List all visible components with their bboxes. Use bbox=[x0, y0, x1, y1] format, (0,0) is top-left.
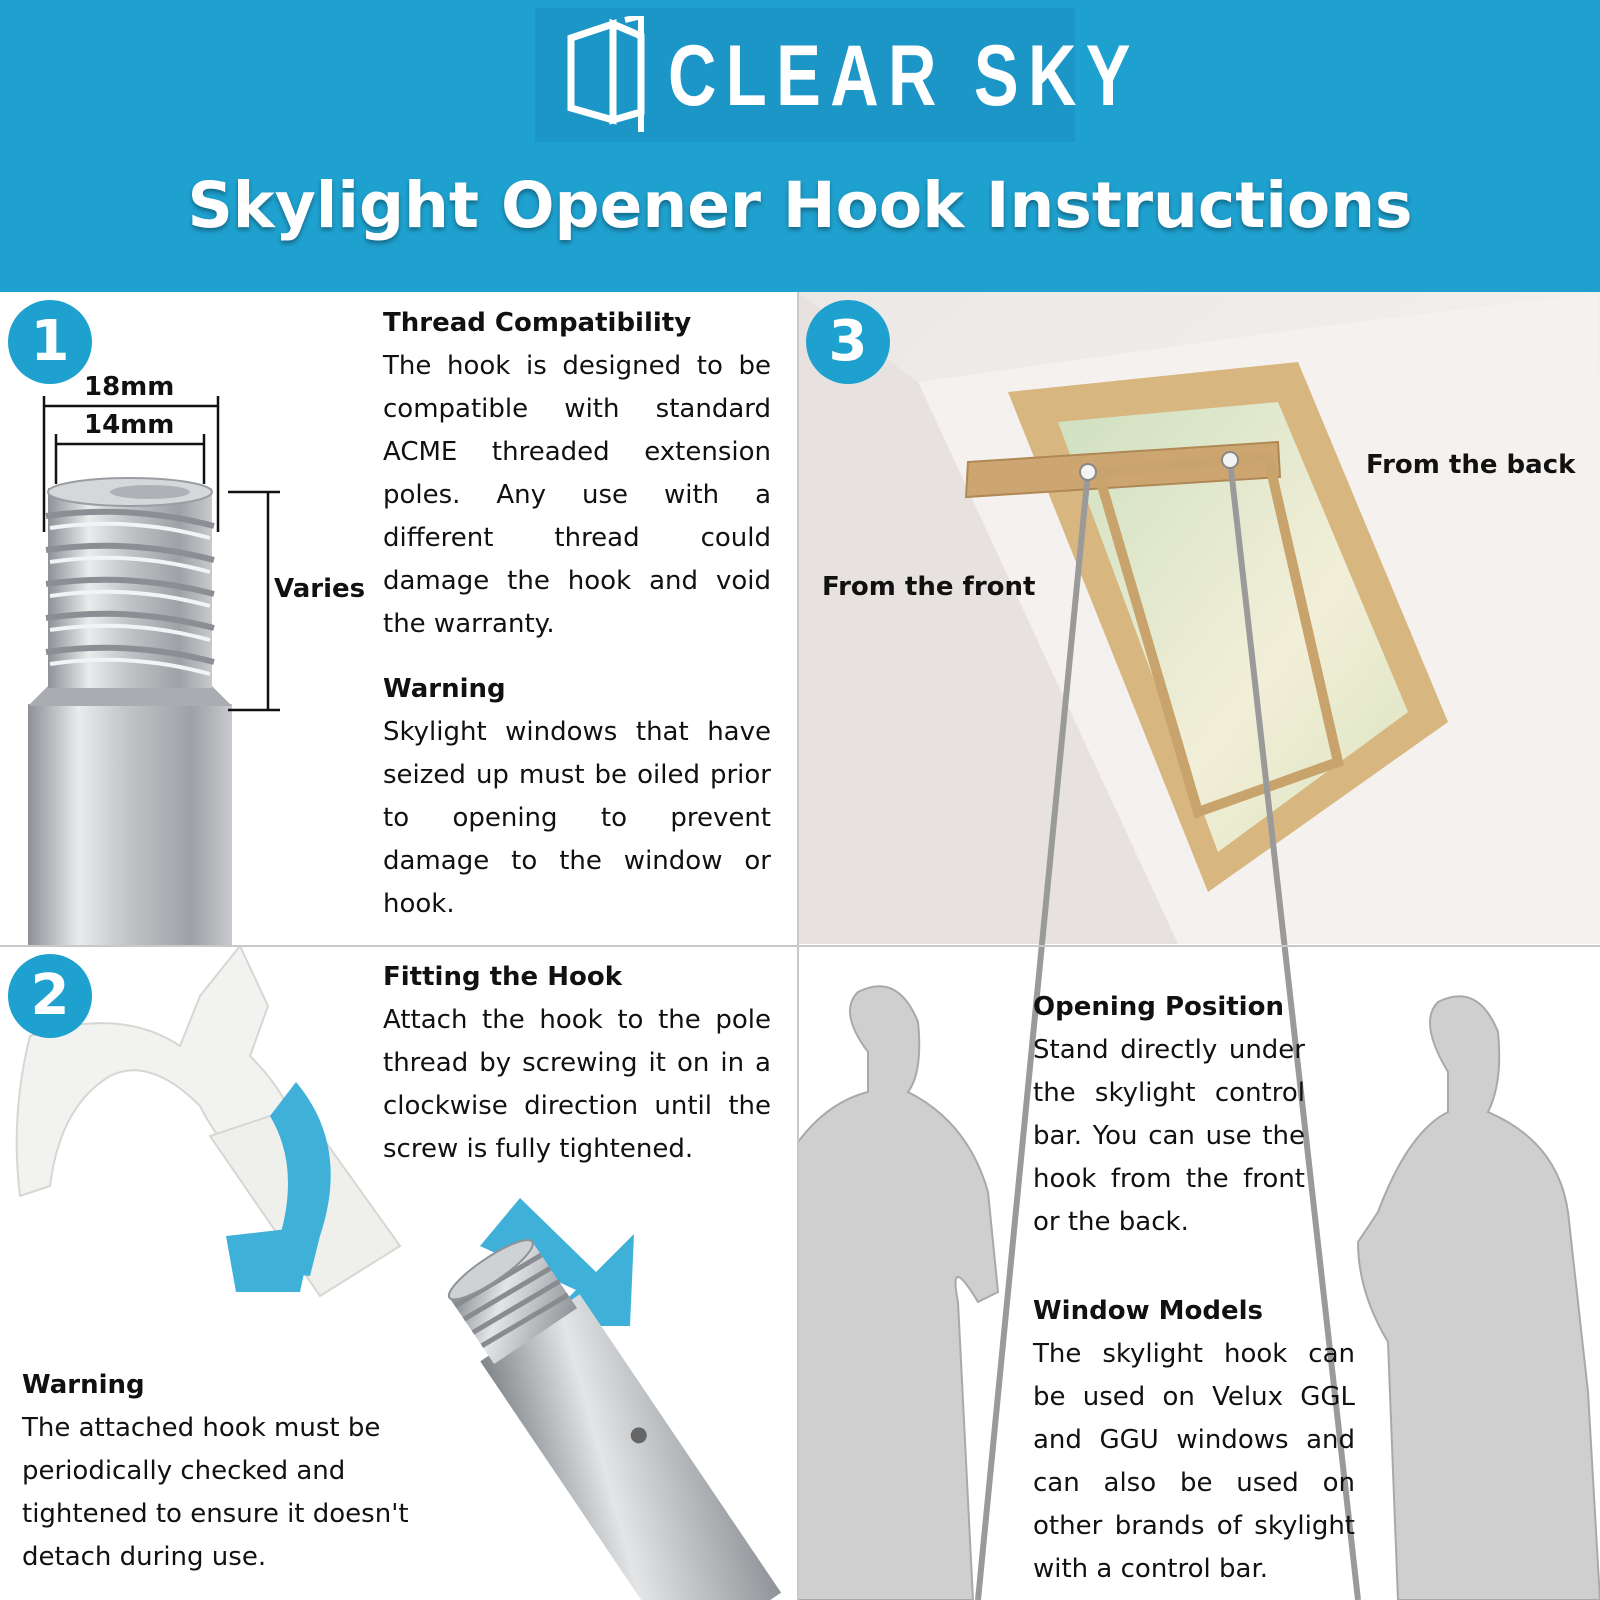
fitting-hook-heading: Fitting the Hook bbox=[383, 962, 623, 992]
brand-name: CLEAR SKY bbox=[668, 28, 1140, 124]
step1-warning-heading: Warning bbox=[383, 674, 506, 704]
window-models-text: The skylight hook can be used on Velux GGL and GGU windows and can also be used on other brands of skylight with a control bar. bbox=[1033, 1339, 1355, 1584]
step1-panel bbox=[0, 292, 798, 946]
label-from-front: From the front bbox=[822, 572, 1036, 602]
step3-number-badge: 3 bbox=[806, 300, 890, 384]
step2-panel bbox=[0, 946, 798, 1600]
label-from-back: From the back bbox=[1366, 450, 1576, 480]
horizontal-divider-right bbox=[798, 945, 1600, 947]
opening-position-heading: Opening Position bbox=[1033, 992, 1284, 1022]
window-logo-icon bbox=[565, 16, 649, 132]
opening-position-text: Stand directly under the skylight control bar. You can use the hook from the front or the back. bbox=[1033, 1035, 1305, 1237]
window-models-heading: Window Models bbox=[1033, 1296, 1264, 1326]
step1-number-badge: 1 bbox=[8, 300, 92, 384]
step2-warning-text: The attached hook must be periodically checked and tightened to ensure it doesn't detach during use. bbox=[22, 1413, 409, 1572]
page-title: Skylight Opener Hook Instructions bbox=[187, 169, 1413, 242]
step1-warning-text: Skylight windows that have seized up must be oiled prior to opening to prevent damage to the window or hook. bbox=[383, 717, 771, 919]
dimension-length-label: Varies bbox=[274, 574, 366, 604]
fitting-hook-text: Attach the hook to the pole thread by screwing it on in a clockwise direction until the screw is fully tightened. bbox=[383, 1005, 771, 1164]
step2-warning-heading: Warning bbox=[22, 1370, 145, 1400]
horizontal-divider bbox=[0, 945, 798, 947]
dimension-inner-label: 14mm bbox=[84, 410, 175, 440]
header-banner bbox=[0, 0, 1600, 292]
step2-number-badge: 2 bbox=[8, 954, 92, 1038]
thread-compatibility-heading: Thread Compatibility bbox=[383, 308, 692, 338]
thread-compatibility-text: The hook is designed to be compatible with standard ACME threaded extension poles. Any use with a different thread could damage the hook and void the warranty. bbox=[383, 351, 771, 639]
dimension-outer-label: 18mm bbox=[84, 372, 175, 402]
